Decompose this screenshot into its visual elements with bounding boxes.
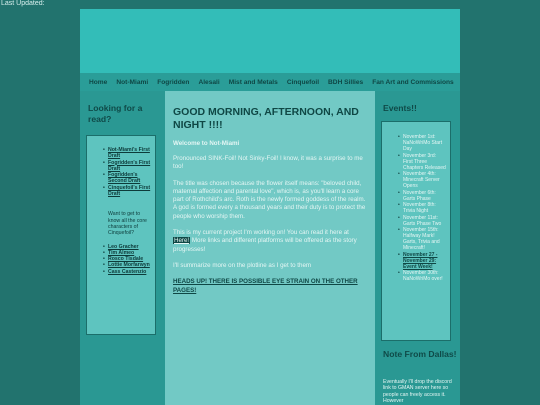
welcome-text: Welcome to Not-Miami [173,140,240,147]
event-item: • November 4th: Minecraft Server Opens [382,171,450,189]
event-item: • November 6th: Garts Phase [382,190,450,202]
page-title: GOOD MORNING, AFTERNOON, AND NIGHT !!!! [173,106,359,131]
nav-item-alesali[interactable]: Alesali [198,78,220,86]
note-heading: Note From Dallas! [383,349,457,359]
nav-item-fogridden[interactable]: Fogridden [157,78,190,86]
project-text-end: More links and different platforms will be offered as the story progresses! [173,237,357,253]
project-text-start: This is my current project I'm working on! You can read it here at [173,229,349,237]
main-content [165,91,375,405]
events-list [382,134,450,282]
draft-link[interactable]: • Not-Miami's First Draft [87,147,155,160]
project-paragraph [173,229,367,254]
nav-item-fan-art[interactable]: Fan Art and Commissions [372,78,454,86]
draft-links [87,147,155,197]
nav-item-mist-and-metals[interactable]: Mist and Metals [228,78,278,86]
top-nav [80,73,460,91]
content-wrapper [80,91,460,405]
event-item: • November 11st: Garts Phase Two [382,215,450,227]
pronunciation-paragraph: Pronounced SINK-Foil! Not Sinky-Foil! I know, it was a surprise to me too! [173,155,363,171]
note-text: Eventually I'll drop the discord link to GMAN server here so people can freely access it. However [383,379,452,404]
header-banner [80,9,460,73]
event-item: • November 30th: NaNoWriMo over! [382,270,450,282]
characters-note: Want to get to know all the core characters of Cinquefoil? [108,211,147,237]
title-meaning-paragraph: The title was chosen because the flower itself means: "beloved child, maternal affection and parental love", which is, as you'll learn a core part of Rothchild's arc. Roth is the newly formed goddess of the realm. A god is formed every a thousand years and their duty is to protect the people who worship them. [173,179,366,220]
event-item: • November 15th: Halfway Mark! Garts, Trivia and Minecraft! [382,227,450,251]
character-link[interactable]: • Tim Almeo [87,250,155,256]
event-item: • November 8th: Trivia Night [382,202,450,214]
character-link[interactable]: • Lottie Morfarwyn [87,262,155,268]
event-item: • November 3rd: First Three Chapters Released [382,153,450,171]
character-links [87,244,155,275]
eye-strain-warning-link[interactable]: HEADS UP! THERE IS POSSIBLE EYE STRAIN ON THE OTHER PAGES! [173,278,358,294]
events-box [381,121,451,341]
character-link[interactable]: • Rosco Tisdale [87,256,155,262]
nav-item-cinquefoil[interactable]: Cinquefoil [286,78,320,86]
left-sidebar-heading: Looking for a read? [88,103,143,124]
draft-link[interactable]: • Cinquefoil's First Draft [87,185,155,198]
character-link[interactable]: • Leo Gracher [87,244,155,250]
nav-item-bdh-sillies[interactable]: BDH Sillies [328,78,364,86]
last-updated-label: Last Updated: [1,0,45,7]
summary-paragraph: I'll summarize more on the plotline as I get to them [173,261,312,269]
events-heading: Events!! [383,103,417,113]
right-sidebar [375,91,460,405]
character-link[interactable]: • Cass Castenzio [87,269,155,275]
event-item: • November 1st: NaNoWriMo Start Day [382,134,450,152]
event-item-highlighted[interactable]: • November 27 - November 29: Event Week! [382,252,450,270]
draft-link[interactable]: • Fogridden's Second Draft [87,172,155,185]
nav-item-not-miami[interactable]: Not-Miami [116,78,149,86]
left-sidebar [80,91,165,405]
eye-strain-warning-paragraph [173,278,367,295]
reads-box [86,135,156,335]
draft-link[interactable]: • Fogridden's First Draft [87,160,155,173]
read-here-link[interactable]: Here! [174,237,190,245]
nav-item-home[interactable]: Home [89,78,108,86]
